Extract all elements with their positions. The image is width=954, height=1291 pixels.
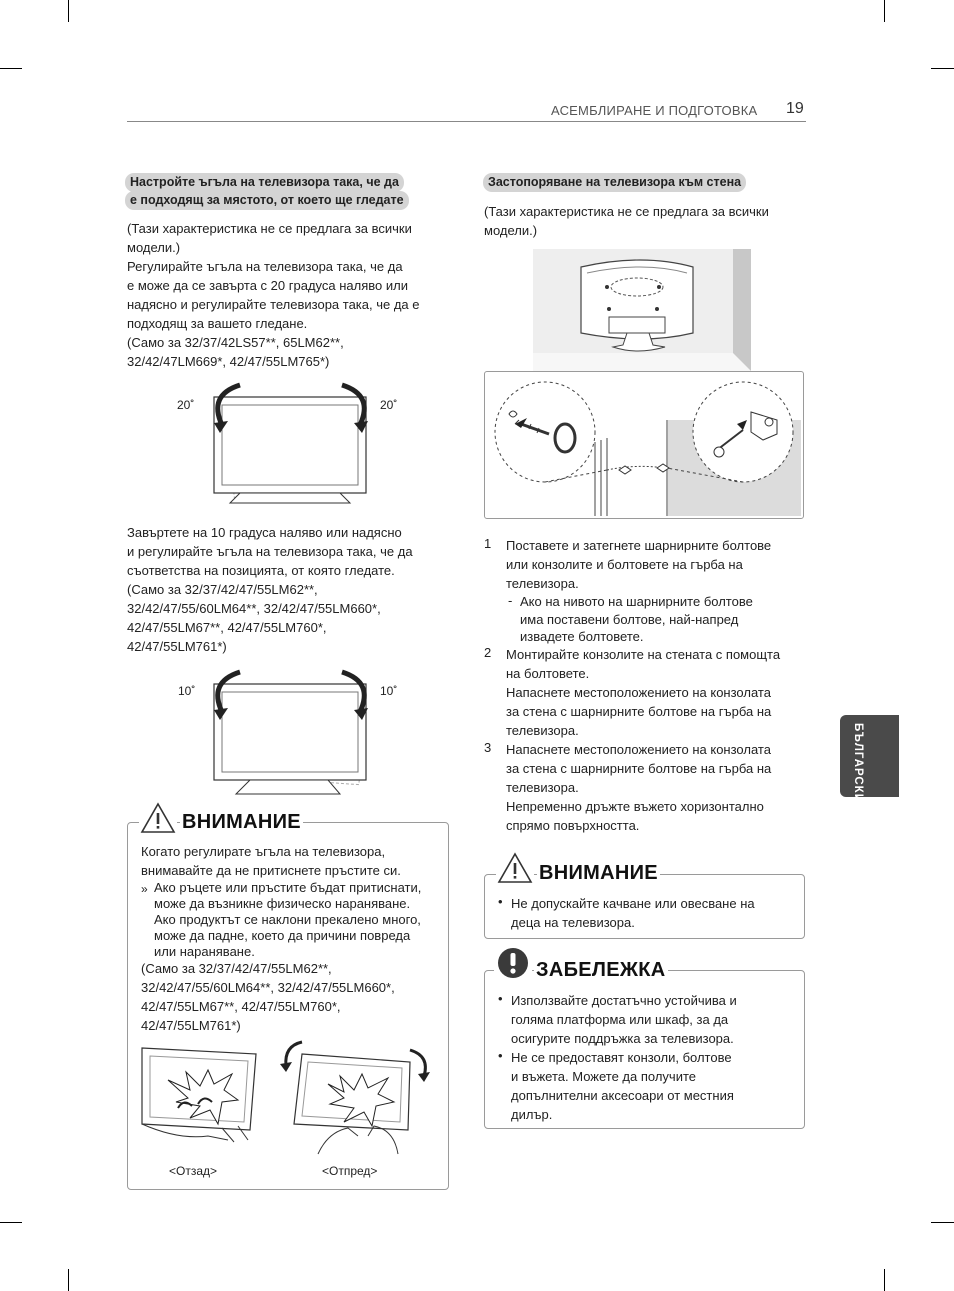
crop-mark: [931, 1222, 954, 1223]
text-line: може да падне, което да причини повреда: [154, 928, 411, 943]
tv-wall-rear-illustration: [533, 249, 751, 371]
text-line: (Само за 32/37/42LS57**, 65LM62**,: [127, 335, 344, 350]
note-title: ЗАБЕЛЕЖКА: [536, 959, 666, 981]
caption-back: <Отзад>: [169, 1164, 218, 1178]
right-caution-title: ВНИМАНИЕ: [539, 862, 658, 884]
step-1-sub: [520, 593, 810, 646]
deg-10-right: 10˚: [380, 684, 398, 698]
text-line: или конзолите и болтовете на гърба на: [506, 557, 743, 572]
sub-step-dash: -: [508, 593, 513, 608]
pinch-front-illustration: [278, 1036, 438, 1158]
step-number: 1: [484, 536, 492, 551]
text-line: дилър.: [511, 1107, 553, 1122]
step-3: [506, 740, 811, 835]
text-line: извадете болтовете.: [520, 629, 644, 644]
text-line: 42/47/55LM67**, 42/47/55LM760*,: [141, 999, 341, 1014]
text-line: Непременно дръжте въжето хоризонтално: [506, 799, 764, 814]
deg-20-right: 20˚: [380, 398, 398, 412]
bullet-mark: •: [498, 991, 503, 1006]
step-1: [506, 536, 811, 593]
text-line: е може да се завърта с 20 градуса наляво или: [127, 278, 408, 293]
text-line: 32/42/47/55/60LM64**, 32/42/47/55LM660*,: [141, 980, 395, 995]
right-caution-text: [511, 894, 801, 932]
text-line: телевизора.: [506, 576, 579, 591]
text-line: Регулирайте ъгъла на телевизора така, че да: [127, 259, 403, 274]
text-line: и регулирайте ъгъла на телевизора така, че да: [127, 544, 413, 559]
text-line: модели.): [127, 240, 181, 255]
note-bullet-2: [511, 1048, 801, 1124]
text-line: 42/47/55LM761*): [141, 1018, 241, 1033]
text-line: Монтирайте конзолите на стената с помощта: [506, 647, 781, 662]
left-caution-title: ВНИМАНИЕ: [182, 811, 301, 833]
text-line: (Тази характеристика не се предлага за всички: [484, 204, 769, 219]
header-rule: [127, 121, 806, 122]
right-intro: [484, 202, 814, 240]
left-caution-bullet: [154, 880, 449, 960]
crop-mark: [0, 68, 22, 69]
left-heading-line1: Настройте ъгъла на телевизора така, че да: [125, 173, 404, 192]
text-line: подходящ за вашето гледане.: [127, 316, 308, 331]
text-line: 42/47/55LM761*): [127, 639, 227, 654]
text-line: Ако продуктът се наклони прекалено много,: [154, 912, 421, 927]
text-line: Ако на нивото на шарнирните болтове: [520, 594, 753, 609]
bullet-mark: »: [141, 882, 148, 896]
tv-swivel-10-illustration: [170, 660, 420, 800]
crop-mark: [884, 1269, 885, 1291]
text-line: и въжета. Можете да получите: [511, 1069, 697, 1084]
text-line: Използвайте достатъчно устойчива и: [511, 993, 737, 1008]
left-caution-text: [141, 842, 441, 880]
crop-mark: [0, 1222, 22, 1223]
note-exclamation-icon: [494, 945, 532, 981]
text-line: телевизора.: [506, 780, 579, 795]
text-line: може да възникне физическо нараняване.: [154, 896, 411, 911]
language-tab: [840, 715, 899, 803]
right-heading: Застопоряване на телевизора към стена: [483, 173, 746, 192]
crop-mark: [68, 1269, 69, 1291]
text-line: (Тази характеристика не се предлага за всички: [127, 221, 412, 236]
text-line: модели.): [484, 223, 538, 238]
text-line: съответства на позицията, от която гледате.: [127, 563, 395, 578]
text-line: (Само за 32/37/42/47/55LM62**,: [127, 582, 318, 597]
text-line: Поставете и затегнете шарнирните болтове: [506, 538, 772, 553]
crop-mark: [884, 0, 885, 22]
step-2: [506, 645, 811, 740]
text-line: на болтовете.: [506, 666, 590, 681]
section-title: АСЕМБЛИРАНЕ И ПОДГОТОВКА: [551, 103, 758, 118]
text-line: 42/47/55LM67**, 42/47/55LM760*,: [127, 620, 327, 635]
text-line: Напаснете местоположението на конзолата: [506, 742, 771, 757]
bullet-mark: •: [498, 1048, 503, 1063]
text-line: 32/42/47/55/60LM64**, 32/42/47/55LM660*,: [127, 601, 381, 616]
left-rotate10: [127, 523, 457, 656]
left-caution-models: [141, 959, 441, 1035]
page-number: 19: [786, 100, 804, 117]
text-line: 32/42/47LM669*, 42/47/55LM765*): [127, 354, 330, 369]
text-line: голяма платформа или шкаф, за да: [511, 1012, 729, 1027]
text-line: за стена с шарнирните болтове на гърба на: [506, 761, 772, 776]
left-intro: [127, 219, 457, 371]
text-line: Ако ръцете или пръстите бъдат притиснати,: [154, 880, 422, 895]
wall-bracket-illustration: [485, 372, 801, 516]
deg-20-left: 20˚: [177, 398, 195, 412]
text-line: спрямо повърхността.: [506, 818, 640, 833]
text-line: (Само за 32/37/42/47/55LM62**,: [141, 961, 332, 976]
bullet-mark: •: [498, 894, 503, 909]
caption-front: <Отпред>: [322, 1164, 378, 1178]
warning-triangle-icon: [496, 851, 534, 885]
crop-mark: [68, 0, 69, 22]
text-line: Не допускайте качване или овесване на: [511, 896, 755, 911]
text-line: Напаснете местоположението на конзолата: [506, 685, 771, 700]
text-line: осигурите поддръжка за телевизора.: [511, 1031, 734, 1046]
text-line: за стена с шарнирните болтове на гърба на: [506, 704, 772, 719]
deg-10-left: 10˚: [178, 684, 196, 698]
text-line: надясно и регулирайте телевизора така, че да е: [127, 297, 420, 312]
text-line: има поставени болтове, най-напред: [520, 611, 739, 627]
text-line: Когато регулирате ъгъла на телевизора,: [141, 844, 386, 859]
crop-mark: [931, 68, 954, 69]
step-number: 2: [484, 645, 492, 660]
text-line: Не се предоставят конзоли, болтове: [511, 1050, 732, 1065]
language-tab-label: БЪЛГАРСКИ: [852, 723, 864, 803]
note-bullet-1: [511, 991, 801, 1048]
text-line: Завъртете на 10 градуса наляво или надясно: [127, 525, 402, 540]
text-line: деца на телевизора.: [511, 915, 635, 930]
step-number: 3: [484, 740, 492, 755]
left-heading-line2: е подходящ за мястото, от което ще гледате: [125, 191, 409, 210]
text-line: внимавайте да не притиснете пръстите си.: [141, 863, 401, 878]
tv-swivel-20-illustration: [170, 375, 420, 515]
warning-triangle-icon: [139, 801, 177, 835]
text-line: допълнителни аксесоари от местния: [511, 1088, 734, 1103]
text-line: телевизора.: [506, 723, 579, 738]
pinch-back-illustration: [138, 1040, 263, 1155]
text-line: или нараняване.: [154, 944, 255, 959]
